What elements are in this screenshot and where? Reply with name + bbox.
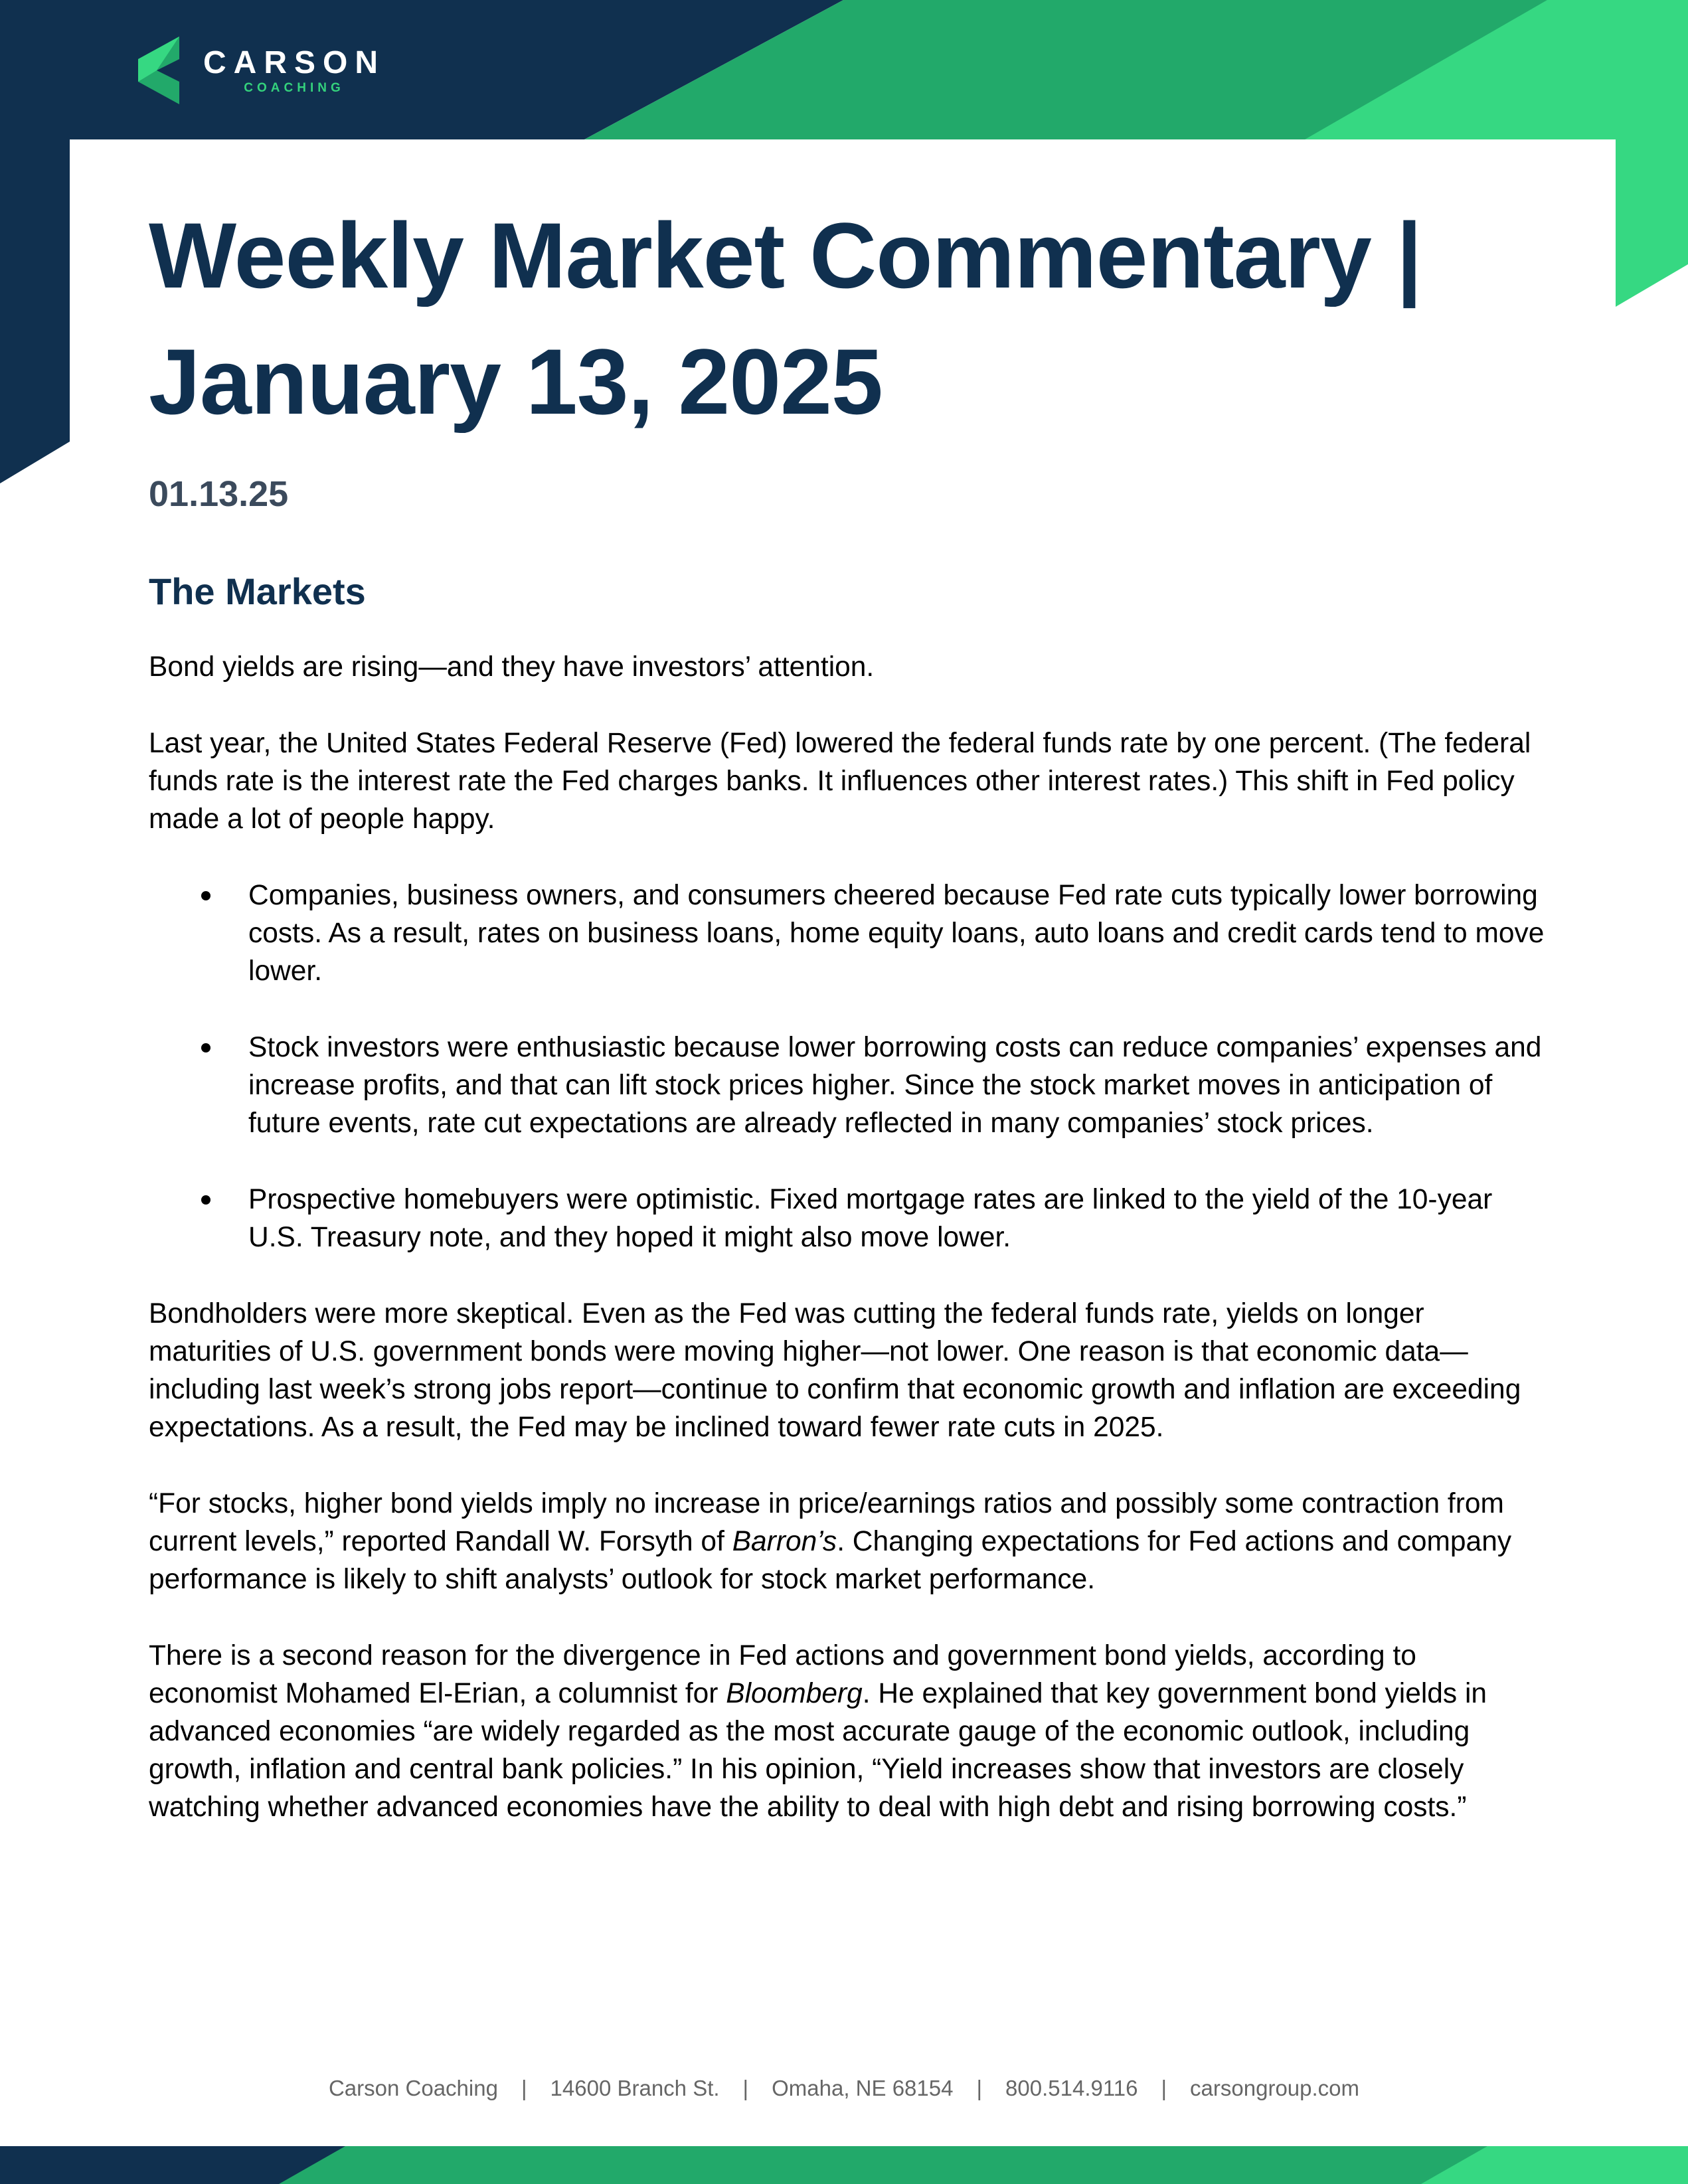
quote-text: “For stocks, higher bond yields imply no increase in price/earnings ratios and possibly some contraction from current levels,” reported Randall W. Forsyth of: [149, 1487, 1504, 1557]
publication-name: Bloomberg: [726, 1677, 863, 1709]
list-item: Prospective homebuyers were optimistic. Fixed mortgage rates are linked to the yield of the 10-year U.S. Treasury note, and they hoped it might also move lower.: [149, 1181, 1550, 1256]
footer-separator: |: [521, 2076, 527, 2100]
logo-subtitle: COACHING: [244, 80, 345, 95]
footer-separator: |: [976, 2076, 983, 2100]
logo-name: CARSON: [203, 44, 386, 80]
quote-text: . Changing expectations for Fed actions and company performance is likely to shift analysts’ outlook for stock market performance.: [149, 1525, 1512, 1595]
article-body: [149, 648, 1550, 1826]
paragraph-fed-rate: Last year, the United States Federal Reserve (Fed) lowered the federal funds rate by one percent. (The federal funds rate is the interest rate the Fed charges banks. It influences other interest rates.) This shift in Fed policy made a lot of people happy.: [149, 727, 1531, 835]
footer-separator: |: [742, 2076, 749, 2100]
carson-logo: [138, 37, 385, 104]
footer-website: carsongroup.com: [1190, 2076, 1360, 2100]
footer-address: 14600 Branch St.: [550, 2076, 720, 2100]
paragraph-barrons-quote: [149, 1485, 1550, 1598]
footer-city: Omaha, NE 68154: [772, 2076, 954, 2100]
logo-wordmark: [203, 44, 386, 95]
carson-chevron-icon: [138, 37, 179, 104]
main-content: [149, 193, 1550, 1826]
quote-text: . He explained that key government bond yields in advanced economies “are widely regarded as the most accurate gauge of the economic outlook, including growth, inflation and central bank policies.” In his opinion, “Yield increases show that investors are closely watching whether advanced economies have the ability to deal with high debt and rising borrowing costs.”: [149, 1677, 1487, 1823]
list-item: Stock investors were enthusiastic because lower borrowing costs can reduce companies’ expenses and increase profits, and that can lift stock prices higher. Since the stock market moves in anticipation of future events, rate cut expectations are already reflected in many companies’ stock prices.: [149, 1029, 1550, 1142]
section-heading: The Markets: [149, 570, 366, 612]
page-title: Weekly Market Commentary | January 13, 2025: [149, 203, 1422, 434]
quote-text: There is a second reason for the divergence in Fed actions and government bond yields, according to economist Mohamed El-Erian, a columnist for: [149, 1639, 1416, 1709]
publish-date: 01.13.25: [149, 474, 289, 514]
paragraph-intro: Bond yields are rising—and they have investors’ attention.: [149, 651, 875, 683]
bullet-list: [149, 877, 1550, 1256]
footer-company: Carson Coaching: [328, 2076, 498, 2100]
publication-name: Barron’s: [732, 1525, 837, 1557]
footer-contact: [0, 2077, 1688, 2099]
paragraph-bondholders: Bondholders were more skeptical. Even as the Fed was cutting the federal funds rate, yields on longer maturities of U.S. government bonds were moving higher—not lower. One reason is that economic data—including last week’s strong jobs report—continue to confirm that economic growth and inflation are exceeding expectations. As a result, the Fed may be inclined toward fewer rate cuts in 2025.: [149, 1298, 1521, 1443]
list-item: Companies, business owners, and consumers cheered because Fed rate cuts typically lower borrowing costs. As a result, rates on business loans, home equity loans, auto loans and credit cards tend to move lower.: [149, 877, 1550, 990]
footer-separator: |: [1161, 2076, 1167, 2100]
footer-phone: 800.514.9116: [1005, 2076, 1138, 2100]
paragraph-el-erian: [149, 1637, 1550, 1826]
